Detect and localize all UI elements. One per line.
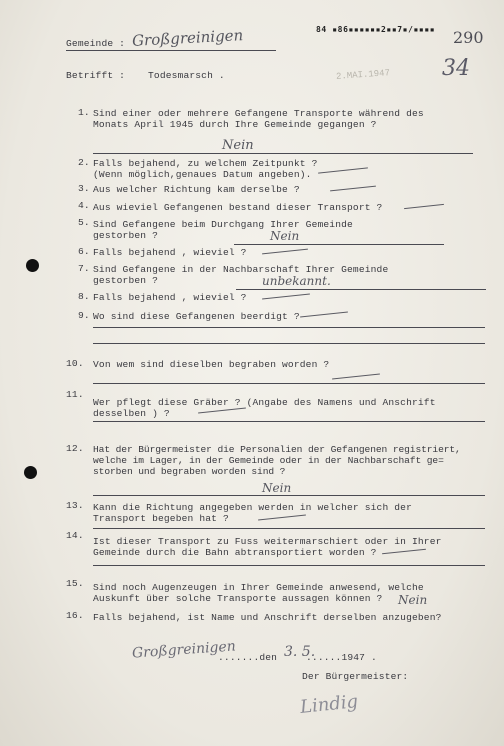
question-text: Von wem sind dieselben begraben worden ? (93, 359, 330, 370)
question-number: 12. (66, 443, 84, 454)
question-number: 8. (78, 291, 90, 302)
answer-line (93, 153, 473, 154)
faint-receipt-stamp: 2.MAI.1947 (335, 68, 391, 82)
question-text: Aus welcher Richtung kam derselbe ? (93, 184, 300, 195)
answer-line (93, 495, 485, 496)
question-text: Sind einer oder mehrere Gefangene Transporte während des Monats April 1945 durch Ihre Gemeinde gegangen ? (93, 108, 424, 130)
betrifft-label: Betrifft : (66, 70, 126, 81)
question-text: Hat der Bürgermeister die Personalien der Gefangenen registriert, welche im Lager, in der Gemeinde oder in der Nachbarschaft ge= storben und begraben worden sind ? (93, 444, 461, 477)
answer-dash-mark (318, 167, 368, 173)
signatory-label: Der Bürgermeister: (302, 671, 409, 682)
question-number: 6. (78, 246, 90, 257)
gemeinde-underline (66, 50, 276, 51)
answer-dash-mark (404, 204, 444, 209)
answer-line (234, 244, 444, 245)
question-number: 2. (78, 157, 90, 168)
date-prefix: .......den (218, 652, 278, 663)
question-text: Ist dieser Transport zu Fuss weitermarschiert oder in Ihrer Gemeinde durch die Bahn abtransportiert worden ? (93, 536, 442, 558)
question-text: Falls bejahend, zu welchem Zeitpunkt ? (Wenn möglich,genaues Datum angeben). (93, 158, 318, 180)
date-year: ......1947 . (306, 652, 377, 663)
question-text: Falls bejahend , wieviel ? (93, 247, 247, 258)
question-number: 1. (78, 107, 90, 118)
question-number: 13. (66, 500, 84, 511)
question-number: 9. (78, 310, 90, 321)
question-number: 7. (78, 263, 90, 274)
gemeinde-handwritten: Großgreinigen (131, 26, 244, 50)
question-text: Falls bejahend, ist Name und Anschrift derselben anzugeben? (93, 612, 442, 623)
punch-hole-top (26, 259, 39, 272)
page-number: 290 (453, 28, 484, 47)
question-text: Kann die Richtung angegeben werden in welcher sich der Transport begeben hat ? (93, 502, 412, 524)
question-text: Sind Gefangene beim Durchgang Ihrer Gemeinde gestorben ? (93, 219, 353, 241)
question-answer-handwritten: Nein (270, 229, 300, 243)
question-text: Sind Gefangene in der Nachbarschaft Ihrer Gemeinde gestorben ? (93, 264, 389, 286)
answer-dash-mark (262, 293, 310, 299)
document-number: 34 (442, 56, 470, 81)
answer-dash-mark (330, 186, 376, 192)
question-answer-handwritten: Nein (262, 481, 292, 495)
answer-line (93, 383, 485, 384)
question-number: 11. (66, 389, 84, 400)
question-answer-handwritten: Nein (222, 138, 254, 153)
question-number: 16. (66, 610, 84, 621)
question-text: Sind noch Augenzeugen in Ihrer Gemeinde anwesend, welche Auskunft über solche Transporte aussagen können ? (93, 582, 424, 604)
question-answer-handwritten: unbekannt. (262, 274, 331, 288)
answer-line (236, 289, 486, 290)
answer-line (93, 565, 485, 566)
date-handwritten: 3. 5. (284, 644, 316, 660)
question-text: Aus wieviel Gefangenen bestand dieser Transport ? (93, 202, 383, 213)
answer-line (93, 327, 485, 328)
gemeinde-label: Gemeinde : (66, 38, 126, 49)
question-number: 14. (66, 530, 84, 541)
question-number: 15. (66, 578, 84, 589)
place-handwritten: Großgreinigen (131, 638, 237, 662)
answer-dash-mark (262, 249, 308, 255)
answer-dash-mark (300, 311, 348, 317)
signature: Lindig (299, 691, 360, 718)
punch-hole-bottom (24, 466, 37, 479)
question-number: 10. (66, 358, 84, 369)
question-text: Falls bejahend , wieviel ? (93, 292, 247, 303)
question-answer-handwritten: Nein (398, 593, 428, 607)
answer-dash-mark (332, 373, 380, 379)
answer-line (93, 343, 485, 344)
question-text: Wo sind diese Gefangenen beerdigt ? (93, 311, 300, 322)
betrifft-value: Todesmarsch . (148, 70, 225, 81)
question-number: 4. (78, 200, 90, 211)
archive-stamp: 84 ▪86▪▪▪▪▪▪2▪▪7▪/▪▪▪▪ (316, 25, 436, 34)
question-number: 3. (78, 183, 90, 194)
question-number: 5. (78, 217, 90, 228)
answer-line (93, 421, 485, 422)
question-text: Wer pflegt diese Gräber ? (Angabe des Namens und Anschrift desselben ) ? (93, 397, 436, 419)
answer-line (93, 528, 485, 529)
